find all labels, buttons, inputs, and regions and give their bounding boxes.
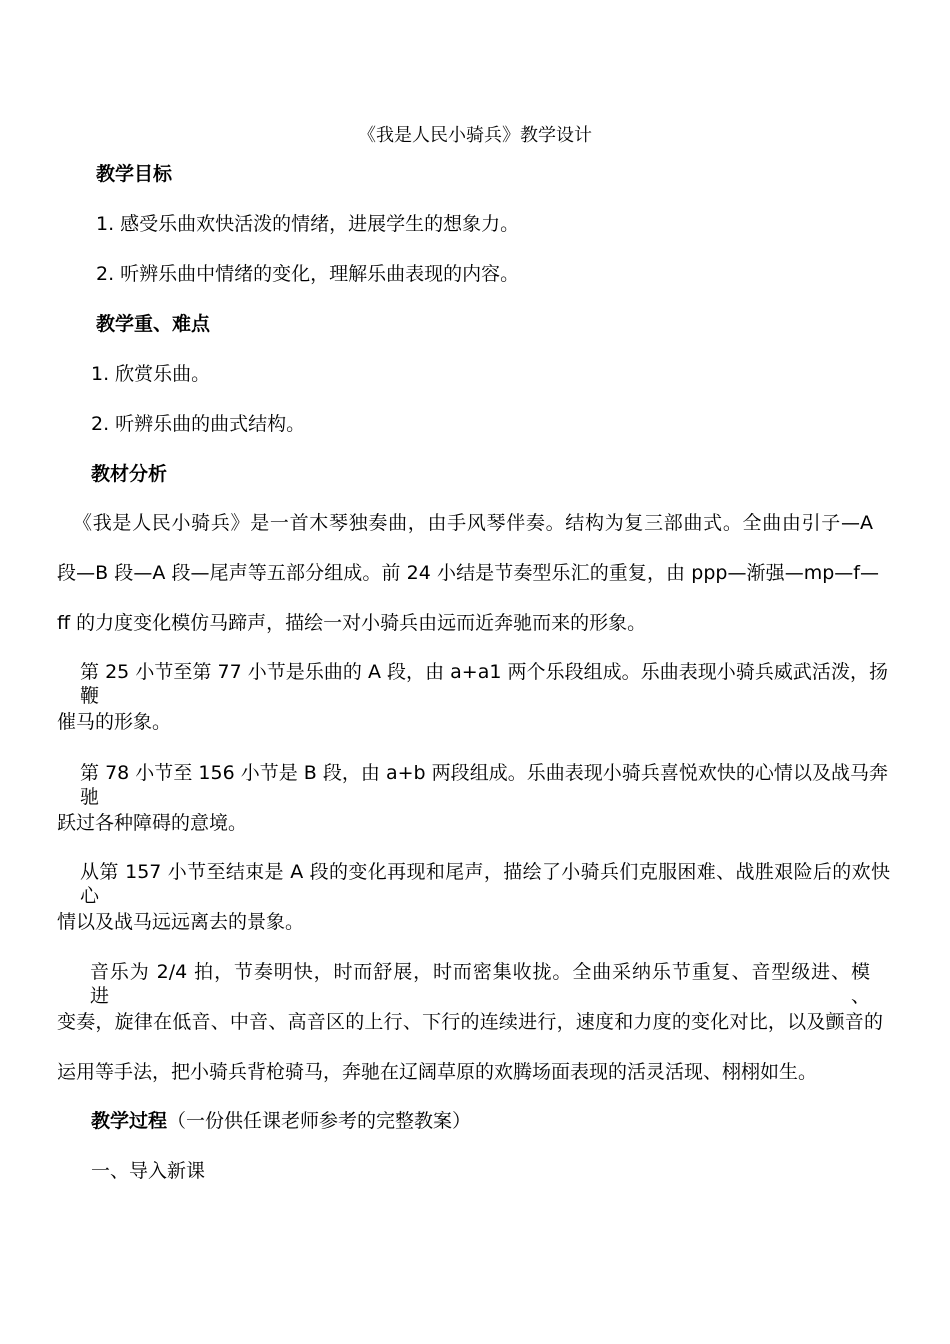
heading-material-analysis: 教材分析 (91, 463, 168, 485)
analysis-p3-line-1: 第 78 小节至 156 小节是 B 段，由 a+b 两段组成。乐曲表现小骑兵喜悦欢快的心情以及战马奔驰 (80, 762, 888, 808)
heading-key-points: 教学重、难点 (96, 313, 211, 335)
heading-teaching-process (91, 1109, 471, 1133)
key-point-item-1: 1. 欣赏乐曲。 (91, 363, 211, 385)
analysis-p4-line-1: 从第 157 小节至结束是 A 段的变化再现和尾声，描绘了小骑兵们克服困难、战胜艰险后的欢快心 (80, 861, 890, 907)
analysis-p3-line-2: 跃过各种障碍的意境。 (57, 812, 248, 834)
analysis-p5-line-3: 运用等手法，把小骑兵背枪骑马，奔驰在辽阔草原的欢腾场面表现的活灵活现、栩栩如生。 (57, 1061, 818, 1083)
goal-item-1: 1. 感受乐曲欢快活泼的情绪，进展学生的想象力。 (96, 213, 520, 235)
goal-item-2: 2. 听辨乐曲中情绪的变化，理解乐曲表现的内容。 (96, 263, 520, 285)
teaching-process-heading-text: 教学过程 (91, 1110, 168, 1132)
document-title: 《我是人民小骑兵》教学设计 (358, 125, 592, 146)
analysis-p1-line-1: 《我是人民小骑兵》是一首木琴独奏曲，由手风琴伴奏。结构为复三部曲式。全曲由引子—A (73, 512, 873, 534)
analysis-p4-line-2: 情以及战马远远离去的景象。 (57, 911, 305, 933)
analysis-p2-line-1: 第 25 小节至第 77 小节是乐曲的 A 段，由 a+a1 两个乐段组成。乐曲表现小骑兵威武活泼，扬鞭 (80, 661, 888, 707)
analysis-p2-line-2: 催马的形象。 (57, 711, 172, 733)
key-point-item-2: 2. 听辨乐曲的曲式结构。 (91, 413, 306, 435)
heading-teaching-goals: 教学目标 (96, 163, 173, 185)
analysis-p1-line-2: 段—B 段—A 段—尾声等五部分组成。前 24 小结是节奏型乐汇的重复，由 ppp—渐强—mp—f— (57, 562, 879, 584)
teaching-process-note: （一份供任课老师参考的完整教案） (167, 1110, 472, 1132)
process-item-1: 一、导入新课 (91, 1160, 206, 1182)
analysis-p5-line-2: 变奏，旋律在低音、中音、高音区的上行、下行的连续进行，速度和力度的变化对比，以及颤音的 (57, 1011, 883, 1033)
analysis-p5-line-1: 音乐为 2/4 拍，节奏明快，时而舒展，时而密集收拢。全曲采纳乐节重复、音型级进、模进、 (90, 961, 870, 1007)
analysis-p1-line-3: ff 的力度变化模仿马蹄声，描绘一对小骑兵由远而近奔驰而来的形象。 (57, 612, 647, 634)
